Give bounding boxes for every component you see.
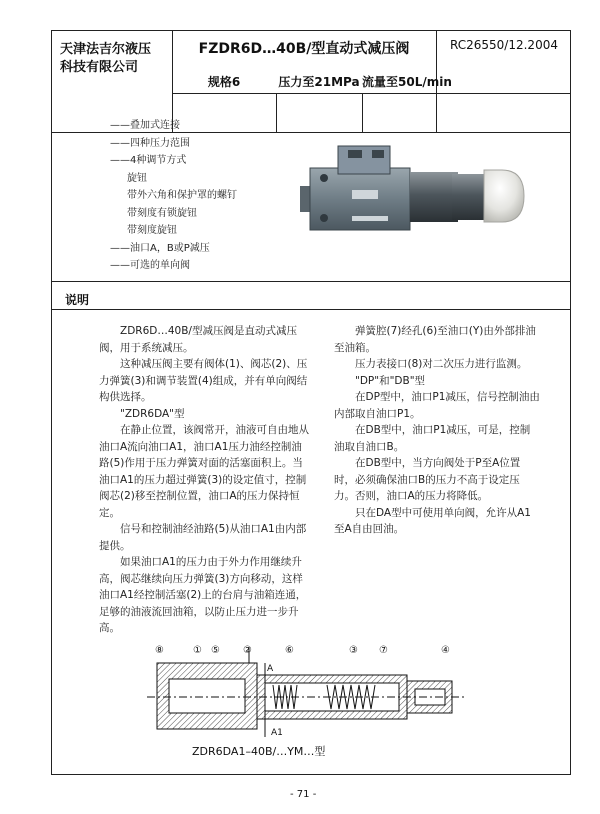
drawing-caption: ZDR6DA1–40B/…YM…型 [192,745,326,758]
header-divider-mid [172,93,570,94]
paragraph: 如果油口A1的压力由于外力作用继续升高，阀芯继续向压力弹簧(3)方向移动，这样油口A1经控制活塞(2)上的台肩与油箱连通，足够的油液流回油箱，以防止压力进一步升高。 [99,556,307,634]
section-title: 说明 [65,293,90,307]
paragraph: ZDR6D…40B/型减压阀是直动式减压阀，用于系统减压。 [99,325,297,354]
paragraph: 在DP型中，油口P1减压，信号控制油由内部取自油口P1。 [334,391,540,420]
label-6: ⑥ [285,645,294,656]
label-7: ⑦ [379,645,388,656]
label-8: ⑧ [155,645,164,656]
description-right-column [334,323,540,538]
paragraph: 信号和控制油经油路(5)从油口A1由内部提供。 [99,523,307,552]
description-left-column [99,323,312,637]
port-a-label: A [267,664,274,674]
feature-item: ——叠加式连接 [110,120,180,131]
paragraph: 只在DA型中可使用单向阀，允许从A1至A自由回油。 [334,506,531,535]
label-2: ② [243,645,252,656]
paragraph: 压力表接口(8)对二次压力进行监测。 [355,358,528,370]
label-3: ③ [349,645,358,656]
section-divider-bottom [52,309,570,310]
subheading: "ZDR6DA"型 [120,407,185,420]
spec-size: 规格6 [207,75,241,89]
document-code: RC26550/12.2004 [450,38,558,52]
subheading: "DP"和"DB"型 [355,374,426,387]
feature-list [110,117,237,275]
paragraph: 弹簧腔(7)经孔(6)至油口(Y)由外部排油至油箱。 [334,325,536,354]
feature-item: ——油口A，B或P减压 [110,242,210,254]
feature-subitem: 带刻度有锁旋钮 [127,207,197,219]
paragraph: 这种减压阀主要有阀体(1)、阀芯(2)、压力弹簧(3)和调节装置(4)组成，并有单向阀结构供选择。 [99,358,308,403]
feature-subitem: 旋钮 [127,172,147,184]
feature-item: ——4种调节方式 [110,155,187,166]
header-vline-3 [276,93,277,132]
feature-subitem: 带外六角和保护罩的螺钉 [127,190,237,201]
paragraph: 在静止位置，该阀常开，油液可自由地从油口A流向油口A1，油口A1压力油经控制油路(5)作用于压力弹簧对面的活塞面积上。当油口A1的压力超过弹簧(3)的设定值寸，控制阀芯(2)移至控制位置，油口A的压力保持恒定。 [99,424,309,519]
page-number: - 71 - [290,789,317,800]
feature-item: ——四种压力范围 [110,137,190,149]
label-4: ④ [441,645,450,656]
label-1: ① [193,645,202,656]
section-divider-top [52,281,570,282]
valve-product-photo [292,138,532,243]
company-name: 天津法吉尔液压 科技有限公司 [60,42,152,75]
feature-item: ——可选的单向阀 [110,260,190,271]
page-frame [51,30,571,775]
feature-subitem: 带刻度旋钮 [127,225,177,236]
document-title: FZDR6D…40B/型直动式减压阀 [198,41,410,57]
valve-section-drawing [147,641,472,741]
spec-flow: 流量至50L/min [362,75,452,89]
paragraph: 在DB型中，油口P1减压，可是，控制油取自油口B。 [334,424,531,453]
paragraph: 在DB型中，当方向阀处于P至A位置时，必须确保油口B的压力不高于设定压力。否则，油口A的压力将降低。 [334,457,521,502]
spec-pressure: 压力至21MPa [278,75,360,89]
port-a1-label: A1 [271,728,283,738]
label-5: ⑤ [211,645,220,656]
header-vline-4 [362,93,363,132]
